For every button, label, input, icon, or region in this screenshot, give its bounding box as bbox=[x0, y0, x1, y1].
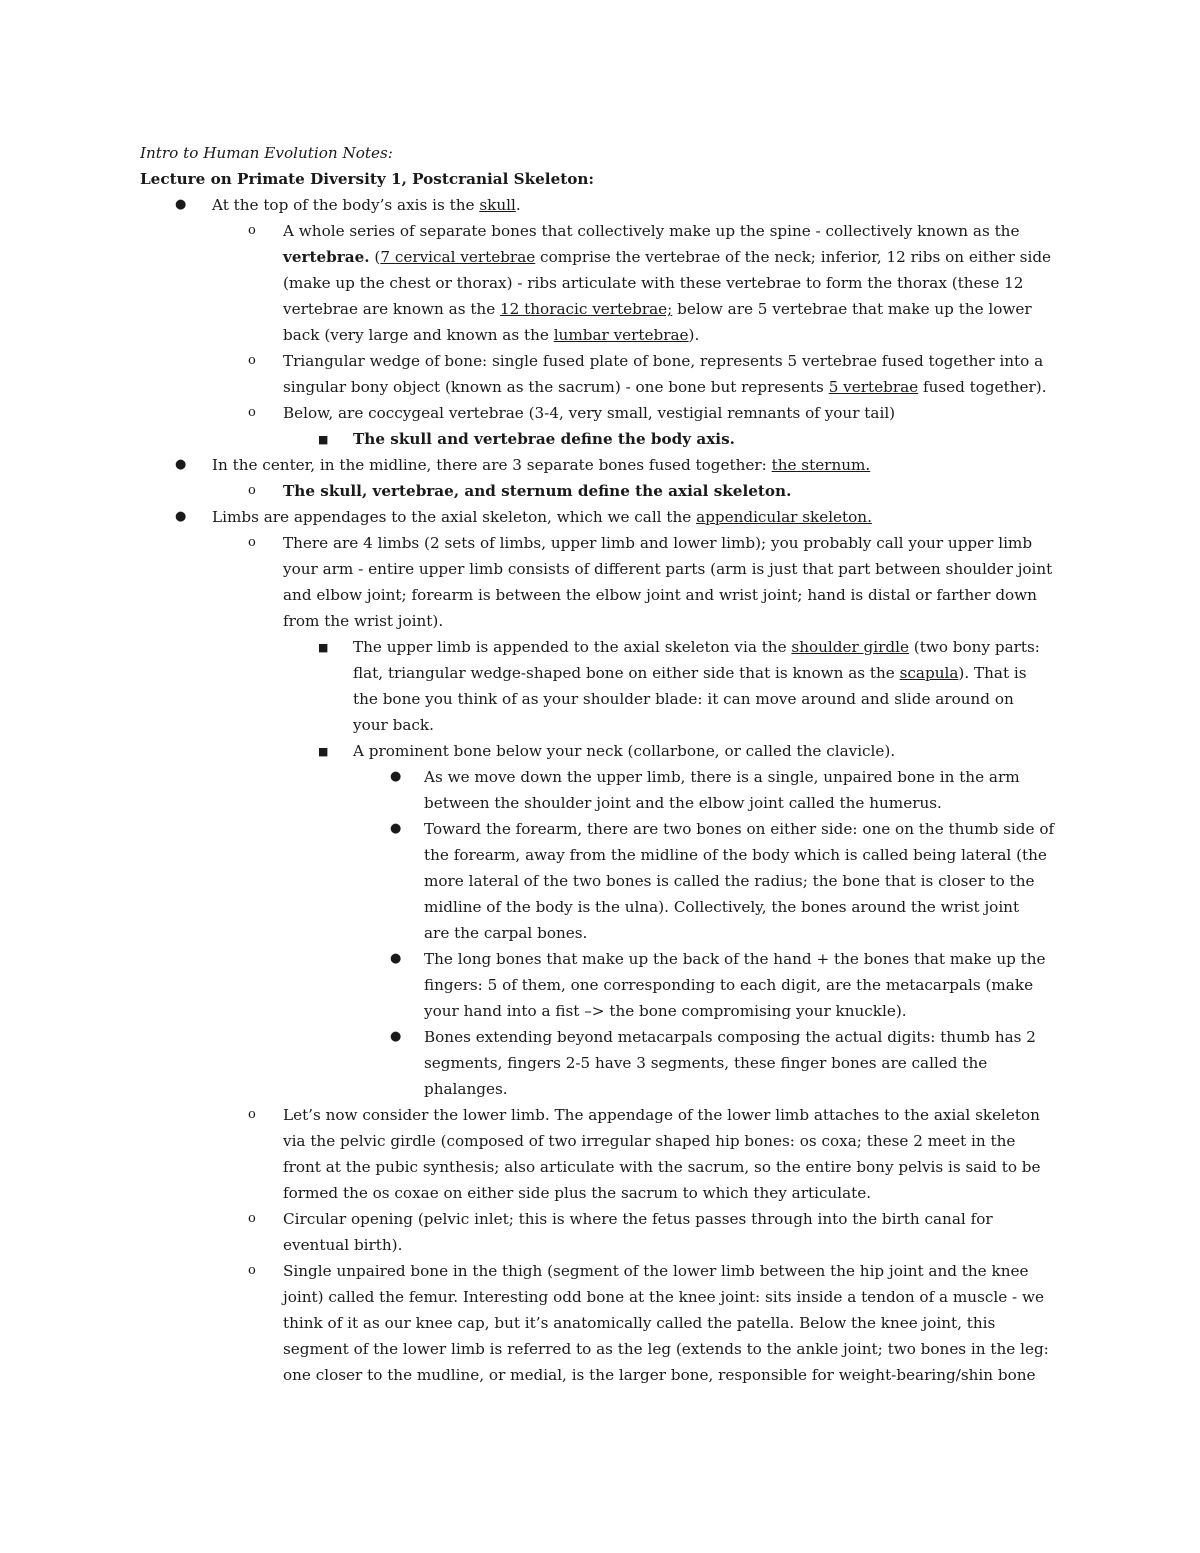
bullet-circle: o bbox=[248, 483, 256, 498]
underlined-term: lumbar vertebrae bbox=[553, 326, 689, 344]
bullet-square: ■ bbox=[318, 745, 329, 758]
underlined-term: skull bbox=[479, 196, 516, 214]
note-line: Single unpaired bone in the thigh (segment of the lower limb between the hip joint and the knee bbox=[283, 1262, 1029, 1280]
note-line: from the wrist joint). bbox=[283, 612, 444, 630]
note-line: vertebrae. (7 cervical vertebrae comprise the vertebrae of the neck; inferior, 12 ribs on either side bbox=[283, 248, 1052, 266]
underlined-term: 12 thoracic vertebrae; bbox=[500, 300, 673, 318]
underlined-term: scapula bbox=[899, 664, 959, 682]
note-line: think of it as our knee cap, but it’s anatomically called the patella. Below the knee joint, this bbox=[283, 1314, 996, 1332]
note-line: (make up the chest or thorax) - ribs articulate with these vertebrae to form the thorax (these 12 bbox=[283, 274, 1024, 292]
note-line: and elbow joint; forearm is between the elbow joint and wrist joint; hand is distal or farther down bbox=[283, 586, 1037, 604]
note-line: Triangular wedge of bone: single fused plate of bone, represents 5 vertebrae fused together into a bbox=[283, 352, 1044, 370]
note-line: A whole series of separate bones that collectively make up the spine - collectively known as the bbox=[283, 222, 1020, 240]
note-line: The long bones that make up the back of the hand + the bones that make up the bbox=[424, 950, 1046, 968]
note-line: Limbs are appendages to the axial skeleton, which we call the appendicular skeleton. bbox=[212, 508, 872, 526]
lecture-heading: Lecture on Primate Diversity 1, Postcranial Skeleton: bbox=[140, 170, 595, 188]
underlined-term: appendicular skeleton. bbox=[696, 508, 872, 526]
bullet-square: ■ bbox=[318, 641, 329, 654]
document-title: Intro to Human Evolution Notes: bbox=[140, 144, 393, 162]
note-line: midline of the body is the ulna). Collectively, the bones around the wrist joint bbox=[424, 898, 1020, 916]
note-line: are the carpal bones. bbox=[424, 924, 588, 942]
note-line: segments, fingers 2-5 have 3 segments, these finger bones are called the bbox=[424, 1054, 988, 1072]
bullet-circle: o bbox=[248, 223, 256, 238]
bullet-circle: o bbox=[248, 1211, 256, 1226]
note-line: your hand into a fist –> the bone compromising your knuckle). bbox=[424, 1002, 907, 1020]
note-line: eventual birth). bbox=[283, 1236, 403, 1254]
bullet-circle: o bbox=[248, 535, 256, 550]
note-line: more lateral of the two bones is called the radius; the bone that is closer to the bbox=[424, 872, 1035, 890]
underlined-term: the sternum. bbox=[771, 456, 871, 474]
note-line: singular bony object (known as the sacrum) - one bone but represents 5 vertebrae fused together). bbox=[283, 378, 1047, 396]
underlined-term: 7 cervical vertebrae bbox=[380, 248, 536, 266]
note-line: formed the os coxae on either side plus the sacrum to which they articulate. bbox=[283, 1184, 872, 1202]
bold-term: vertebrae. bbox=[283, 248, 370, 266]
underlined-term: 5 vertebrae bbox=[828, 378, 919, 396]
note-line: via the pelvic girdle (composed of two irregular shaped hip bones: os coxa; these 2 meet in the bbox=[283, 1132, 1016, 1150]
note-line: joint) called the femur. Interesting odd bone at the knee joint: sits inside a tendon of a muscle - we bbox=[283, 1288, 1045, 1306]
note-line: phalanges. bbox=[424, 1080, 508, 1098]
bullet-circle: o bbox=[248, 353, 256, 368]
underlined-term: shoulder girdle bbox=[791, 638, 909, 656]
bullet-disc: ● bbox=[390, 821, 402, 836]
note-line: A prominent bone below your neck (collarbone, or called the clavicle). bbox=[353, 742, 896, 760]
note-line: front at the pubic synthesis; also articulate with the sacrum, so the entire bony pelvis is said to be bbox=[283, 1158, 1041, 1176]
note-line: Below, are coccygeal vertebrae (3-4, very small, vestigial remnants of your tail) bbox=[283, 404, 896, 422]
note-line: the bone you think of as your shoulder blade: it can move around and slide around on bbox=[353, 690, 1014, 708]
note-line: The skull, vertebrae, and sternum define the axial skeleton. bbox=[283, 482, 792, 500]
note-line: Toward the forearm, there are two bones on either side: one on the thumb side of bbox=[424, 820, 1055, 838]
note-line: At the top of the body’s axis is the skull. bbox=[212, 196, 521, 214]
bullet-circle: o bbox=[248, 1263, 256, 1278]
note-line: Bones extending beyond metacarpals composing the actual digits: thumb has 2 bbox=[424, 1028, 1036, 1046]
bullet-disc: ● bbox=[390, 769, 402, 784]
note-line: segment of the lower limb is referred to as the leg (extends to the ankle joint; two bones in the leg: bbox=[283, 1340, 1049, 1358]
note-line: the forearm, away from the midline of the body which is called being lateral (the bbox=[424, 846, 1047, 864]
bullet-disc: ● bbox=[175, 197, 187, 212]
note-line: There are 4 limbs (2 sets of limbs, upper limb and lower limb); you probably call your upper limb bbox=[283, 534, 1033, 552]
bullet-circle: o bbox=[248, 405, 256, 420]
note-line: The upper limb is appended to the axial skeleton via the shoulder girdle (two bony parts: bbox=[353, 638, 1040, 656]
note-line: your back. bbox=[353, 716, 434, 734]
bullet-circle: o bbox=[248, 1107, 256, 1122]
note-line: As we move down the upper limb, there is a single, unpaired bone in the arm bbox=[424, 768, 1020, 786]
note-line: back (very large and known as the lumbar vertebrae). bbox=[283, 326, 700, 344]
note-line: Circular opening (pelvic inlet; this is where the fetus passes through into the birth canal for bbox=[283, 1210, 993, 1228]
note-line: The skull and vertebrae define the body axis. bbox=[353, 430, 735, 448]
bullet-disc: ● bbox=[175, 457, 187, 472]
note-line: one closer to the mudline, or medial, is the larger bone, responsible for weight-bearing/shin bone bbox=[283, 1366, 1036, 1384]
bullet-square: ■ bbox=[318, 433, 329, 446]
note-line: vertebrae are known as the 12 thoracic vertebrae; below are 5 vertebrae that make up the lower bbox=[283, 300, 1032, 318]
note-line: your arm - entire upper limb consists of different parts (arm is just that part between shoulder joint bbox=[283, 560, 1053, 578]
bullet-disc: ● bbox=[390, 951, 402, 966]
note-line: between the shoulder joint and the elbow joint called the humerus. bbox=[424, 794, 942, 812]
bullet-disc: ● bbox=[175, 509, 187, 524]
note-line: Let’s now consider the lower limb. The appendage of the lower limb attaches to the axial skeleton bbox=[283, 1106, 1040, 1124]
note-line: flat, triangular wedge-shaped bone on either side that is known as the scapula). That is bbox=[353, 664, 1027, 682]
bullet-disc: ● bbox=[390, 1029, 402, 1044]
note-line: fingers: 5 of them, one corresponding to each digit, are the metacarpals (make bbox=[424, 976, 1034, 994]
note-line: In the center, in the midline, there are 3 separate bones fused together: the sternum. bbox=[212, 456, 871, 474]
